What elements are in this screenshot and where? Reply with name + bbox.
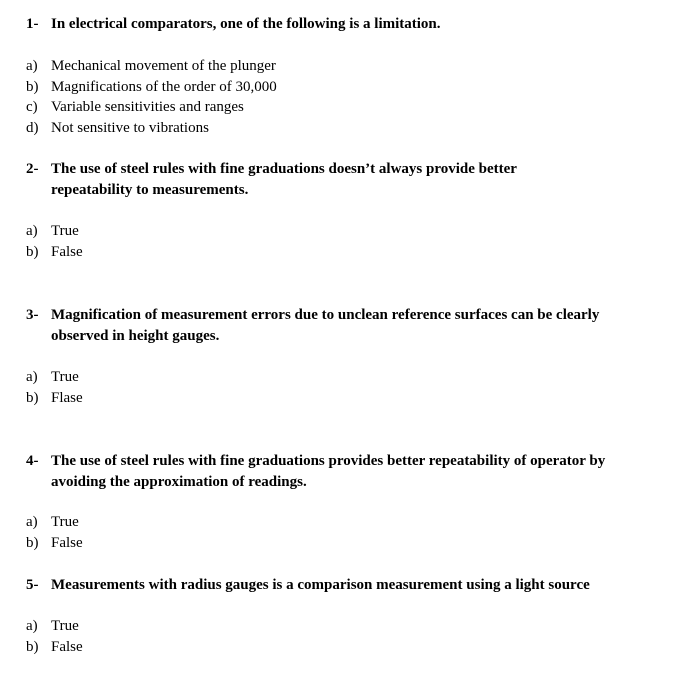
option-list bbox=[26, 367, 656, 408]
option-letter: b) bbox=[26, 638, 39, 655]
option-item[interactable] bbox=[26, 533, 656, 554]
option-list bbox=[26, 616, 656, 657]
option-item[interactable] bbox=[26, 367, 656, 388]
option-letter: a) bbox=[26, 618, 38, 634]
option-item[interactable] bbox=[26, 77, 656, 98]
option-list bbox=[26, 221, 656, 262]
question-text: In electrical comparators, one of the following is a limitation. bbox=[51, 16, 441, 32]
option-letter: a) bbox=[26, 514, 38, 530]
option-item[interactable] bbox=[26, 118, 656, 139]
question-text: The use of steel rules with fine graduations doesn’t always provide better repeatability to measurements. bbox=[51, 161, 517, 198]
question-2 bbox=[26, 159, 656, 262]
option-text: Magnifications of the order of 30,000 bbox=[51, 78, 277, 95]
question-5 bbox=[26, 575, 656, 657]
question-3-prompt bbox=[26, 305, 626, 347]
option-letter: a) bbox=[26, 223, 38, 239]
option-item[interactable] bbox=[26, 637, 656, 658]
question-5-prompt bbox=[26, 575, 666, 596]
question-number: 3- bbox=[26, 307, 39, 323]
question-1 bbox=[26, 14, 656, 138]
option-list bbox=[26, 56, 656, 138]
question-number: 2- bbox=[26, 161, 39, 177]
option-text: Mechanical movement of the plunger bbox=[51, 58, 276, 74]
question-text: The use of steel rules with fine graduations provides better repeatability of operator by avoiding the approximation of readings. bbox=[51, 453, 606, 490]
option-item[interactable] bbox=[26, 97, 656, 118]
option-letter: b) bbox=[26, 534, 39, 551]
question-number: 5- bbox=[26, 577, 39, 593]
option-text: Flase bbox=[51, 389, 83, 406]
option-text: False bbox=[51, 638, 83, 655]
question-4 bbox=[26, 451, 656, 553]
option-text: True bbox=[51, 223, 79, 239]
question-2-prompt bbox=[26, 159, 586, 201]
question-3 bbox=[26, 305, 656, 408]
option-letter: a) bbox=[26, 58, 38, 74]
option-letter: a) bbox=[26, 369, 38, 385]
question-4-prompt bbox=[26, 451, 651, 493]
option-letter: b) bbox=[26, 243, 39, 260]
option-text: False bbox=[51, 534, 83, 551]
option-item[interactable] bbox=[26, 242, 656, 263]
option-item[interactable] bbox=[26, 388, 656, 409]
option-text: True bbox=[51, 369, 79, 385]
option-text: False bbox=[51, 243, 83, 260]
option-list bbox=[26, 512, 656, 553]
question-text: Magnification of measurement errors due to unclean reference surfaces can be clearly observed in height gauges. bbox=[51, 307, 600, 344]
option-item[interactable] bbox=[26, 56, 656, 77]
option-text: Variable sensitivities and ranges bbox=[51, 99, 244, 115]
question-1-prompt bbox=[26, 14, 586, 35]
option-text: True bbox=[51, 514, 79, 530]
option-letter: b) bbox=[26, 389, 39, 406]
option-letter: d) bbox=[26, 119, 39, 136]
question-number: 1- bbox=[26, 16, 39, 32]
question-text: Measurements with radius gauges is a comparison measurement using a light source bbox=[51, 577, 590, 593]
option-letter: c) bbox=[26, 99, 38, 115]
option-letter: b) bbox=[26, 78, 39, 95]
option-item[interactable] bbox=[26, 221, 656, 242]
question-number: 4- bbox=[26, 453, 39, 469]
option-item[interactable] bbox=[26, 616, 656, 637]
option-text: Not sensitive to vibrations bbox=[51, 119, 209, 136]
option-item[interactable] bbox=[26, 512, 656, 533]
option-text: True bbox=[51, 618, 79, 634]
